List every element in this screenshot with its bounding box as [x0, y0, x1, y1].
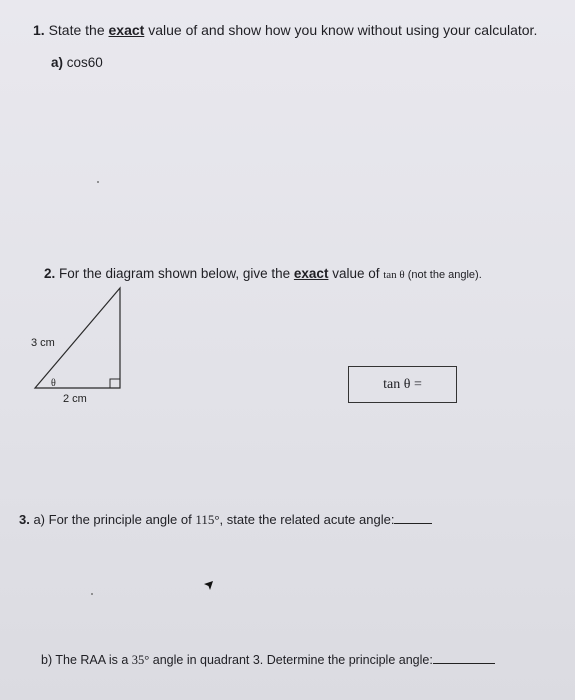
pointer-cursor-icon — [203, 580, 215, 592]
right-angle-marker — [110, 379, 120, 388]
question-3a-label: a) — [29, 512, 46, 527]
question-1-number: 1. — [33, 22, 45, 38]
base-label: 2 cm — [63, 393, 87, 405]
question-3a-text-after: , state the related acute angle: — [219, 512, 395, 527]
question-2-note: (not the angle). — [404, 269, 482, 281]
question-1-emphasis: exact — [108, 22, 145, 38]
question-3a-text-before: For the principle angle of — [45, 512, 196, 527]
question-3b-text-after: angle in quadrant 3. Determine the principle angle: — [149, 653, 433, 667]
question-2-emphasis: exact — [293, 266, 329, 281]
question-1-text-before: State the — [44, 22, 109, 38]
question-1-text-after: value of and show how you know without using your calculator. — [144, 22, 538, 38]
paper-speck — [97, 181, 99, 183]
answer-box-text: tan θ = — [383, 376, 422, 392]
question-3a — [19, 512, 432, 528]
question-3a-answer-blank — [394, 523, 432, 524]
question-3b-answer-blank — [433, 663, 495, 664]
right-triangle-diagram — [25, 283, 135, 413]
question-2-text-mid: value of — [328, 266, 384, 281]
hypotenuse-label: 3 cm — [31, 337, 55, 349]
question-1a — [51, 55, 103, 70]
question-2-text-before: For the diagram shown below, give the — [55, 266, 294, 281]
question-1a-expression: cos60 — [63, 55, 103, 70]
question-3a-angle: 115° — [195, 512, 220, 527]
question-1a-label: a) — [51, 55, 64, 70]
question-3-number: 3. — [19, 512, 30, 527]
question-2-math: tan θ — [383, 269, 405, 281]
question-2 — [44, 266, 482, 281]
paper-speck — [91, 593, 93, 595]
question-2-number: 2. — [44, 266, 56, 281]
question-3b-angle: 35° — [131, 653, 150, 667]
question-3b-label: b) — [41, 653, 53, 667]
angle-label: θ — [51, 378, 56, 389]
question-3b-text-before: The RAA is a — [52, 653, 132, 667]
question-3b — [41, 653, 495, 668]
question-1 — [33, 22, 537, 38]
answer-box — [348, 366, 457, 403]
